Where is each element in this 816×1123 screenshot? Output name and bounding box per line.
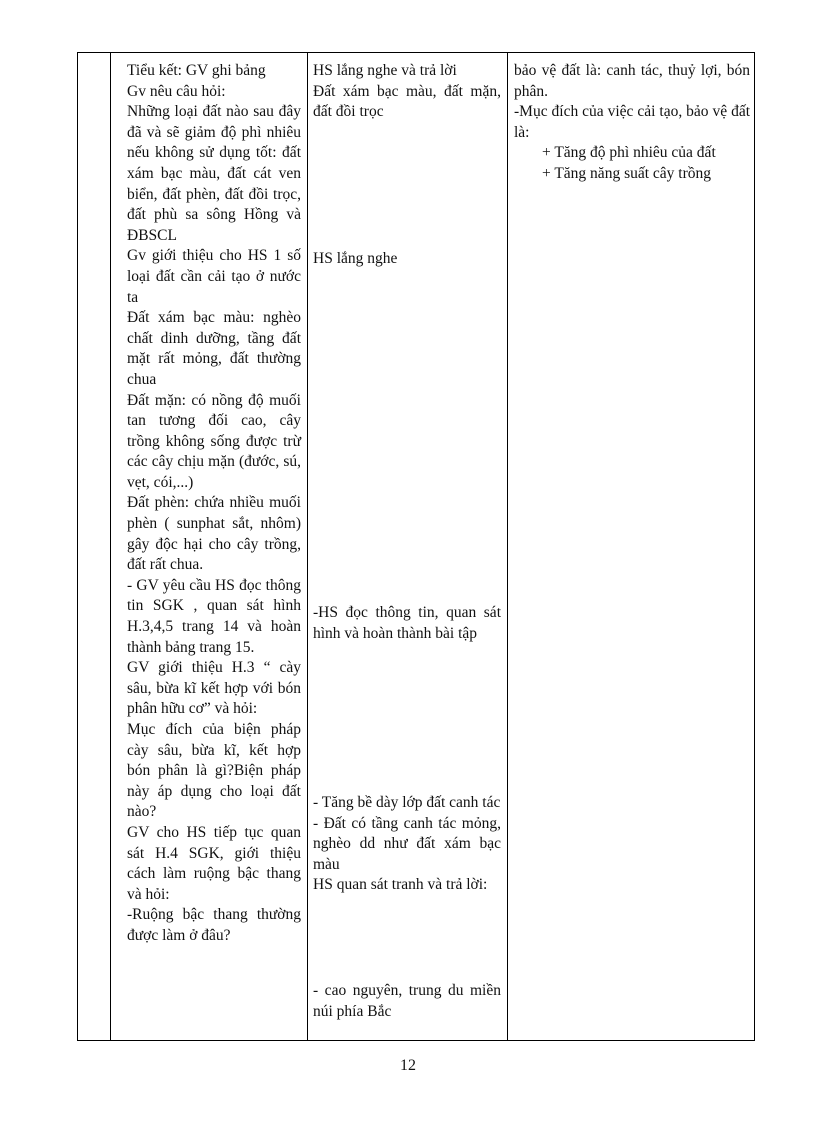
intro-h4: GV cho HS tiếp tục quan sát H.4 SGK, giới thiệu cách làm ruộng bậc thang và hỏi: xyxy=(127,823,301,903)
student-answer-terraces: - cao nguyên, trung du miền núi phía Bắc xyxy=(313,982,501,1020)
content-bullet-fertility: + Tăng độ phì nhiêu của đất xyxy=(542,144,716,162)
content-purpose: -Mục đích của việc cải tạo, bảo vệ đất là: xyxy=(514,103,750,141)
teacher-activity-cell xyxy=(127,61,301,947)
summary-line: Tiểu kết: GV ghi bảng xyxy=(127,62,266,79)
soil-saline: Đất mặn: có nồng độ muối tan tương đối cao, cây trồng không sống được trừ các cây chịu mặn (đước, sú, vẹt, cói,...) xyxy=(127,391,301,491)
student-observe: HS quan sát tranh và trả lời: xyxy=(313,876,488,894)
student-listen: HS lắng nghe xyxy=(313,250,398,267)
column-divider xyxy=(110,53,111,1040)
lesson-table xyxy=(77,52,755,1041)
student-listen-answer: HS lắng nghe và trả lời xyxy=(313,62,457,79)
question-text: Những loại đất nào sau đây đã và sẽ giảm độ phì nhiêu nếu không sử dụng tốt: đất xám bạc màu, đất cát ven biển, đất phèn, đất đồi trọc, đất phù sa sông Hồng và ĐBSCL xyxy=(127,103,301,244)
student-answer-applies: - Đất có tầng canh tác mỏng, nghèo dd như đất xám bạc màu xyxy=(313,814,501,873)
intro-soil-types: Gv giới thiệu cho HS 1 số loại đất cần cải tạo ở nước ta xyxy=(127,247,301,306)
student-answer-depth: - Tăng bề dày lớp đất canh tác xyxy=(313,794,501,811)
soil-alum: Đất phèn: chứa nhiều muối phèn ( sunphat sắt, nhôm) gây độc hại cho cây trồng, đất rất chua. xyxy=(127,494,301,574)
task-read-sgk: - GV yêu cầu HS đọc thông tin SGK , quan sát hình H.3,4,5 trang 14 và hoàn thành bảng trang 15. xyxy=(127,576,301,656)
student-activity-block xyxy=(313,793,501,896)
content-protect: bảo vệ đất là: canh tác, thuỷ lợi, bón phân. xyxy=(514,62,750,100)
student-activity-cell xyxy=(313,61,501,123)
student-activity-block xyxy=(313,603,501,644)
content-cell xyxy=(514,61,750,185)
student-answer-soils: Đất xám bạc màu, đất mặn, đất đồi trọc xyxy=(313,82,501,121)
student-activity-block xyxy=(313,981,501,1022)
column-divider xyxy=(507,53,508,1040)
question-purpose: Mục đích của biện pháp cày sâu, bừa kĩ, kết hợp bón phân là gì?Biện pháp này áp dụng cho loại đất nào? xyxy=(127,721,301,821)
intro-h3: GV giới thiệu H.3 “ cày sâu, bừa kĩ kết hợp với bón phân hữu cơ” và hỏi: xyxy=(127,659,301,718)
student-read-info: -HS đọc thông tin, quan sát hình và hoàn thành bài tập xyxy=(313,604,501,642)
question-intro: Gv nêu câu hỏi: xyxy=(127,82,226,100)
page-number: 12 xyxy=(400,1057,416,1074)
content-bullet-yield: + Tăng năng suất cây trồng xyxy=(542,164,712,182)
question-terraces: -Ruộng bậc thang thường được làm ở đâu? xyxy=(127,906,301,944)
column-divider xyxy=(307,53,308,1040)
soil-grey: Đất xám bạc màu: nghèo chất dinh dưỡng, tầng đất mặt rất mỏng, đất thường chua xyxy=(127,309,301,388)
student-activity-block xyxy=(313,249,501,270)
